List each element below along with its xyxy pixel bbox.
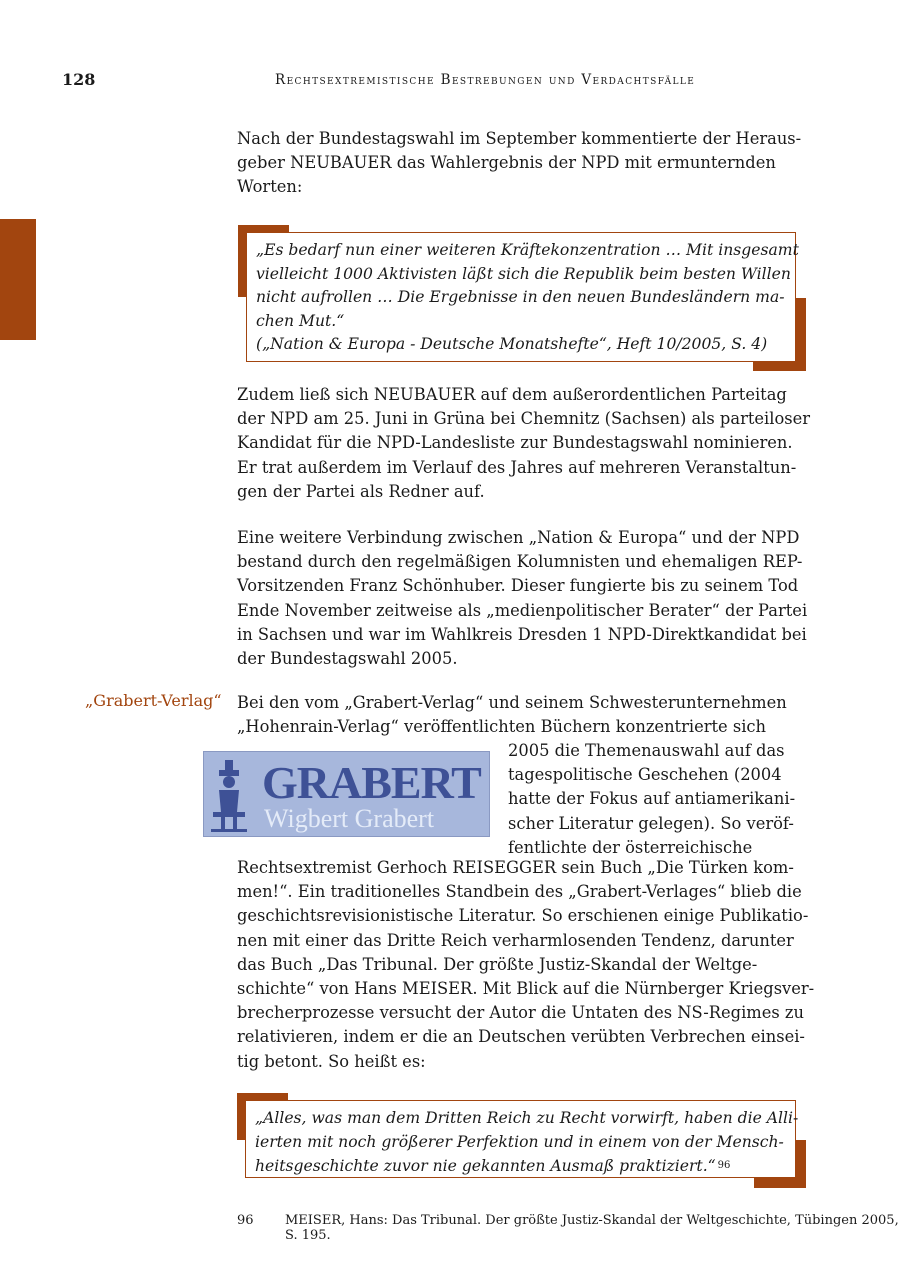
text-line: Worten: [237,177,303,197]
text-line: hatte der Fokus auf antiamerikani- [508,789,796,809]
text-line: brecherprozesse versucht der Autor die Untaten des NS-Regimes zu [237,1003,804,1023]
text-line: men!“. Ein traditionelles Standbein des „Grabert-Verlages“ blieb die [237,882,802,902]
paragraph-3 [237,526,807,671]
text-line: bestand durch den regelmäßigen Kolumnisten und ehemaligen REP- [237,552,803,572]
quote-frame [246,232,799,362]
footnote-line: S. 195. [285,1228,331,1243]
grabert-logo-image [203,751,490,837]
text-line: tagespolitische Geschehen (2004 [508,765,782,785]
margin-label-grabert: „Grabert-Verlag“ [85,691,222,710]
text-line: tig betont. So heißt es: [237,1051,426,1071]
quote-frame [245,1100,799,1178]
page-number: 128 [62,70,96,89]
text-line: Rechtsextremist Gerhoch REISEGGER sein Buch „Die Türken kom- [237,858,794,877]
quote-line: nicht aufrollen … Die Ergebnisse in den neuen Bundesländern ma- [256,288,785,307]
text-line: das Buch „Das Tribunal. Der größte Justiz-Skandal der Weltge- [237,954,758,974]
footnote-line: MEISER, Hans: Das Tribunal. Der größte Justiz-Skandal der Weltgeschichte, Tübingen 2005, [285,1213,899,1228]
text-line: Eine weitere Verbindung zwischen „Nation & Europa“ und der NPD [237,528,800,547]
text-line: „Hohenrain-Verlag“ veröffentlichten Büchern konzentrierte sich [237,717,767,737]
footnote-number: 96 [237,1213,254,1228]
text-line: Vorsitzenden Franz Schönhuber. Dieser fungierte bis zu seinem Tod [237,576,799,596]
paragraph-4-top [237,691,807,739]
text-line: scher Literatur gelegen). So veröf- [508,813,794,833]
text-line: schichte“ von Hans MEISER. Mit Blick auf die Nürnberger Kriegsver- [237,979,815,999]
quote-source: („Nation & Europa - Deutsche Monatshefte“, Heft 10/2005, S. 4) [256,335,768,354]
chapter-side-tab [0,219,36,340]
text-line: der NPD am 25. Juni in Grüna bei Chemnitz (Sachsen) als parteiloser [237,409,811,429]
text-line: geschichtsrevisionistische Literatur. So erschienen einige Publikatio- [237,906,809,926]
footnote-reference[interactable]: 96 [717,1160,731,1172]
text-line: Zudem ließ sich NEUBAUER auf dem außerordentlichen Parteitag [237,385,787,404]
quote-line: ierten mit noch größerer Perfektion und in einem von der Mensch- [255,1132,784,1151]
paragraph-4-wrap [508,739,808,860]
text-line: relativieren, indem er die an Deutschen verübten Verbrechen einsei- [237,1027,805,1047]
text-line: fentlichte der österreichische [508,837,753,857]
text-line: gen der Partei als Redner auf. [237,481,485,501]
logo-sub-word: Wigbert Grabert [264,804,435,833]
logo-main-word: GRABERT [262,757,481,808]
text-line: Ende November zeitweise als „medienpolitischer Berater“ der Partei [237,600,808,620]
text-line: Bei den vom „Grabert-Verlag“ und seinem Schwesterunternehmen [237,693,787,712]
paragraph-4-bottom [237,856,815,1074]
text-line: Nach der Bundestagswahl im September kommentierte der Heraus- [237,129,802,148]
quote-line [255,1154,785,1179]
text-line: in Sachsen und war im Wahlkreis Dresden 1 NPD-Direktkandidat bei [237,624,807,644]
text-line: der Bundestagswahl 2005. [237,649,458,669]
text-line: nen mit einer das Dritte Reich verharmlosenden Tendenz, darunter [237,930,794,950]
footnote-text [285,1213,899,1243]
paragraph-2 [237,383,811,504]
quote-line: chen Mut.“ [256,311,345,330]
quote-line: „Alles, was man dem Dritten Reich zu Recht vorwirft, haben die Alli- [255,1109,799,1127]
quote-line: vielleicht 1000 Aktivisten läßt sich die Republik beim besten Willen [256,264,791,283]
text-line: Er trat außerdem im Verlauf des Jahres auf mehreren Veranstaltun- [237,457,797,477]
text-line: 2005 die Themenauswahl auf das [508,741,785,760]
figure-emblem-icon [207,756,253,834]
text-line: Kandidat für die NPD-Landesliste zur Bundestagswahl nominieren. [237,433,793,453]
text-line: geber NEUBAUER das Wahlergebnis der NPD mit ermunternden [237,153,776,173]
quote-line: „Es bedarf nun einer weiteren Kräftekonzentration … Mit insgesamt [256,241,799,259]
running-head: Rechtsextremistische Bestrebungen und Verdachtsfälle [275,72,696,88]
quote-line-text: heitsgeschichte zuvor nie gekannten Ausmaß praktiziert.“ [255,1157,716,1176]
paragraph-1 [237,127,807,200]
